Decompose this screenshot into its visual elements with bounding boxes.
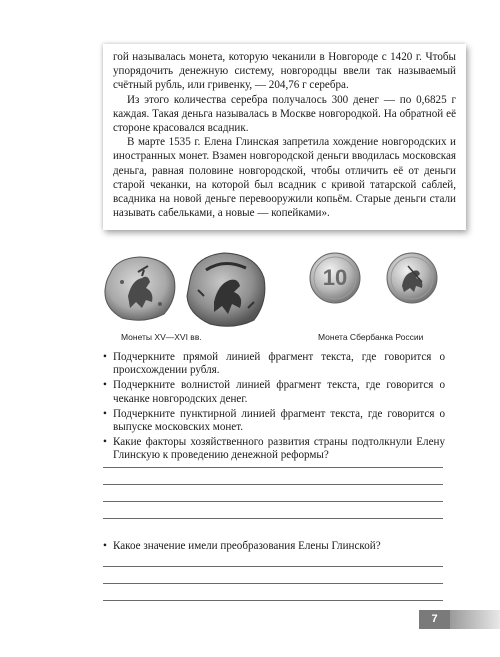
caption-old-coins: Монеты XV—XVI вв. [121, 332, 202, 342]
answer-line[interactable] [103, 467, 443, 468]
page-number: 7 [419, 610, 450, 629]
answer-line[interactable] [103, 600, 443, 601]
modern-coin-st-george-image [386, 252, 438, 304]
task-item [103, 436, 445, 462]
task-text: Подчеркните волнистой линией фрагмент текста, где говорится о чеканке новгородских денег. [113, 379, 445, 405]
bullet: • [103, 407, 107, 420]
task-item-final [103, 540, 445, 553]
task-text: Какие факторы хозяйственного развития страны подтолкнули Елену Глинскую к проведению денежной реформы? [113, 436, 445, 462]
coin-images [0, 248, 500, 348]
task-text: Подчеркните прямой линией фрагмент текста, где говорится о происхождении рубля. [113, 351, 445, 377]
bullet: • [103, 379, 107, 392]
quote-paragraph-2: Из этого количества серебра получалось 300 денег — по 0,6825 г каждая. Такая деньга называлась в Москве новгородкой. На обратной её стороне красовался всадник. [113, 93, 456, 135]
caption-modern-coins: Монета Сбербанка России [318, 332, 424, 342]
bullet: • [103, 540, 107, 552]
answer-line[interactable] [103, 566, 443, 567]
svg-text:10: 10 [322, 265, 348, 290]
task-text: Подчеркните пунктирной линией фрагмент текста, где говорится о выпуске московских монет. [113, 407, 445, 434]
task-list [103, 351, 445, 465]
answer-line[interactable] [103, 501, 443, 502]
answer-line[interactable] [103, 583, 443, 584]
quote-paragraph-3: В марте 1535 г. Елена Глинская запретила хождение новгородских и иностранных монет. Взамен новгородской деньги вводилась московская деньга, равная половине новгородской, чтобы отличить её от деньги старой чеканки, на которой был всадник с кривой татарской саблей, всадника на новой деньге перевооружили копьём. Старые деньги стали называть сабельками, а новые — копейками». [113, 136, 456, 220]
quote-box [103, 44, 466, 230]
old-coin-image-1 [102, 254, 178, 324]
task-item [103, 408, 445, 434]
page-number-bar [450, 610, 500, 629]
task-item [103, 351, 445, 377]
modern-coin-10-image [309, 252, 361, 304]
answer-line[interactable] [103, 484, 443, 485]
bullet: • [103, 436, 107, 449]
old-coin-image-2 [184, 250, 268, 330]
answer-line[interactable] [103, 518, 443, 519]
bullet: • [103, 351, 107, 363]
quote-paragraph-1: гой называлась монета, которую чеканили в Новгороде с 1420 г. Чтобы упорядочить денежную систему, новгородцы ввели так называемый счётный рубль, или гривенку, — 204,76 г серебра. [113, 51, 456, 92]
task-text: Какое значение имели преобразования Елены Глинской? [113, 540, 381, 552]
task-item [103, 379, 445, 405]
